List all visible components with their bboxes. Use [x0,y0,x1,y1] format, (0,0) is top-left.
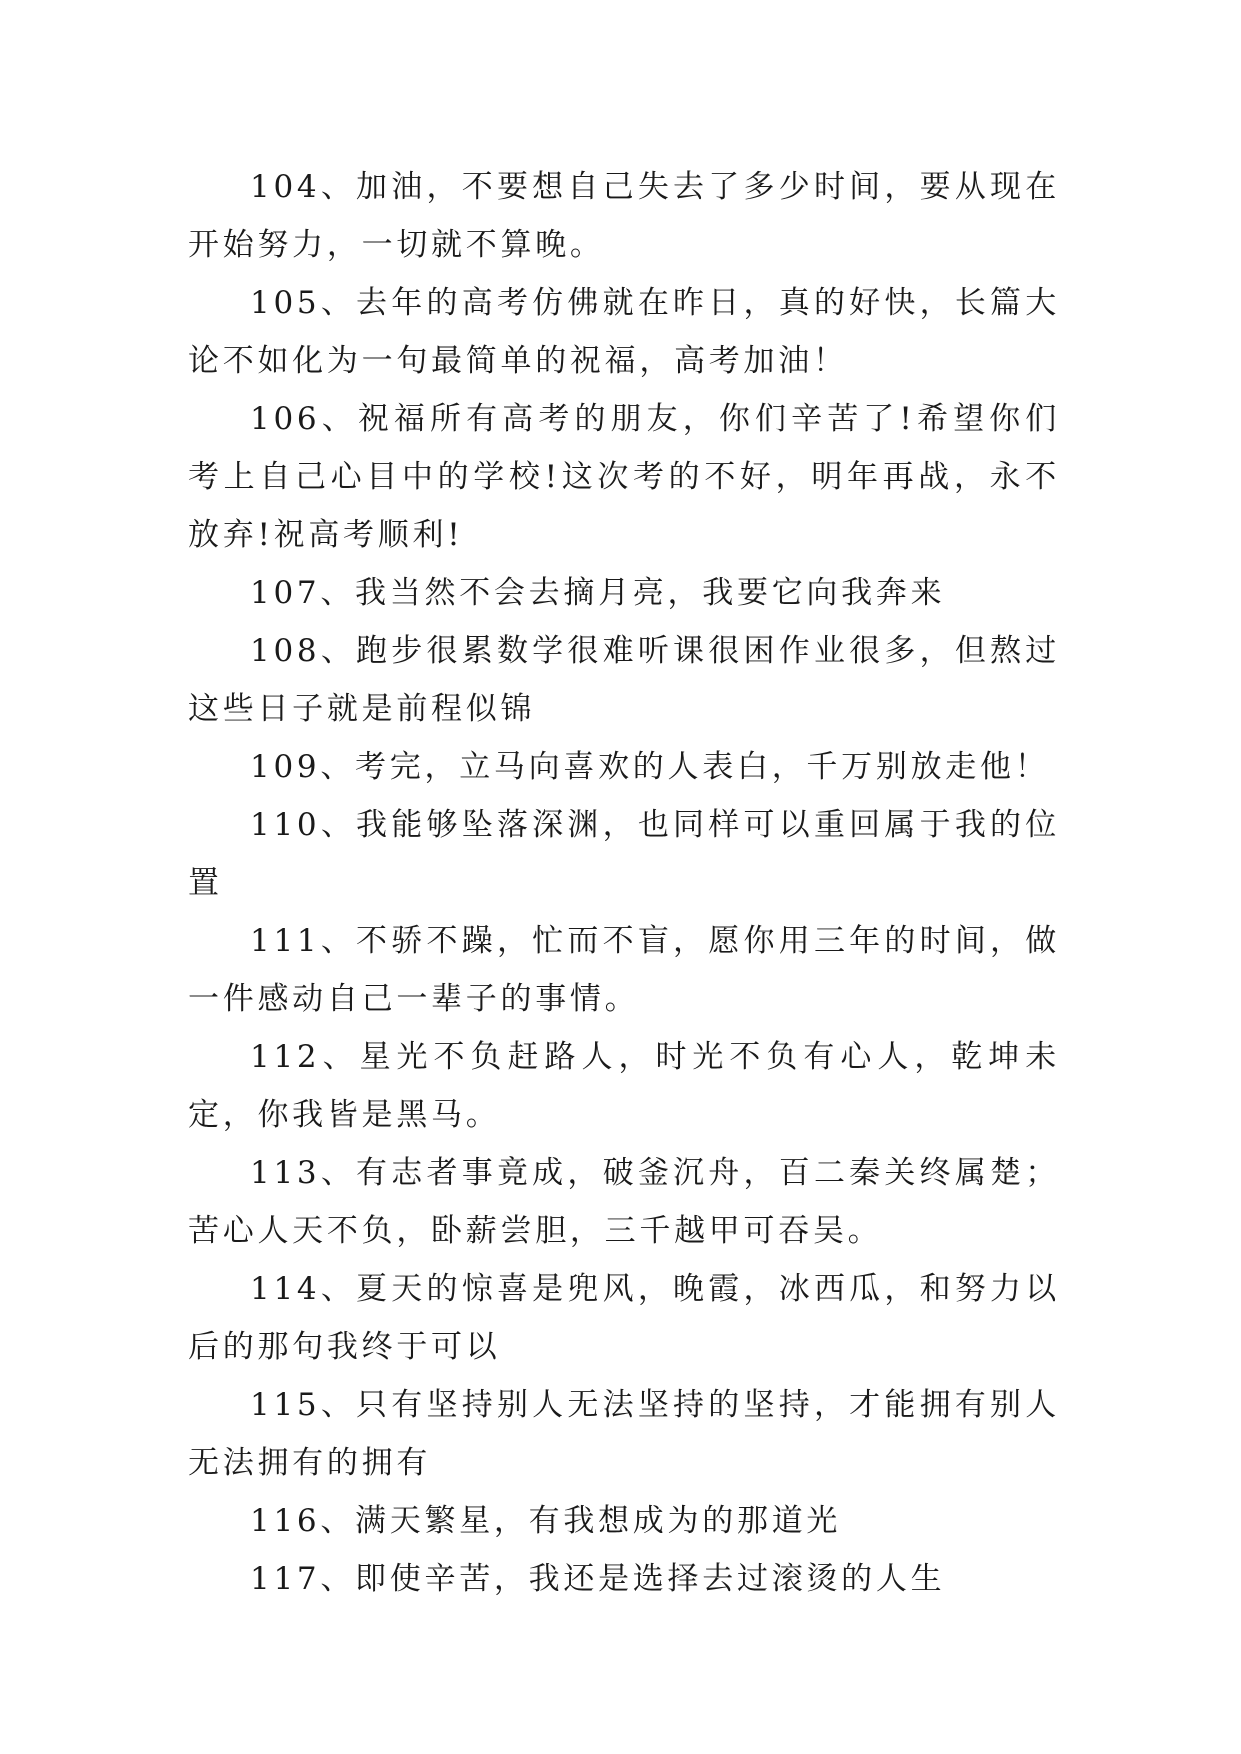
paragraph-114: 114、夏天的惊喜是兜风，晚霞，冰西瓜，和努力以后的那句我终于可以 [188,1271,1060,1365]
paragraph-110: 110、我能够坠落深渊，也同样可以重回属于我的位置 [188,807,1060,901]
paragraph-112: 112、星光不负赶路人，时光不负有心人，乾坤未定，你我皆是黑马。 [188,1039,1060,1133]
paragraph-111: 111、不骄不躁，忙而不盲，愿你用三年的时间，做一件感动自己一辈子的事情。 [188,923,1060,1017]
paragraph-116: 116、满天繁星，有我想成为的那道光 [250,1503,842,1539]
paragraph-113: 113、有志者事竟成，破釜沉舟，百二秦关终属楚；苦心人天不负，卧薪尝胆，三千越甲可吞吴。 [188,1155,1060,1249]
document-body [188,158,1060,1608]
paragraph-105: 105、去年的高考仿佛就在昨日，真的好快，长篇大论不如化为一句最简单的祝福，高考加油！ [188,285,1060,379]
paragraph-106: 106、祝福所有高考的朋友，你们辛苦了!希望你们考上自己心目中的学校!这次考的不好，明年再战，永不放弃!祝高考顺利! [188,401,1060,553]
paragraph-108: 108、跑步很累数学很难听课很困作业很多，但熬过这些日子就是前程似锦 [188,633,1060,727]
paragraph-109: 109、考完，立马向喜欢的人表白，千万别放走他！ [250,749,1050,785]
paragraph-115: 115、只有坚持别人无法坚持的坚持，才能拥有别人无法拥有的拥有 [188,1387,1060,1481]
paragraph-104: 104、加油，不要想自己失去了多少时间，要从现在开始努力，一切就不算晚。 [188,169,1060,263]
paragraph-117: 117、即使辛苦，我还是选择去过滚烫的人生 [250,1561,946,1597]
paragraph-107: 107、我当然不会去摘月亮，我要它向我奔来 [250,575,946,611]
